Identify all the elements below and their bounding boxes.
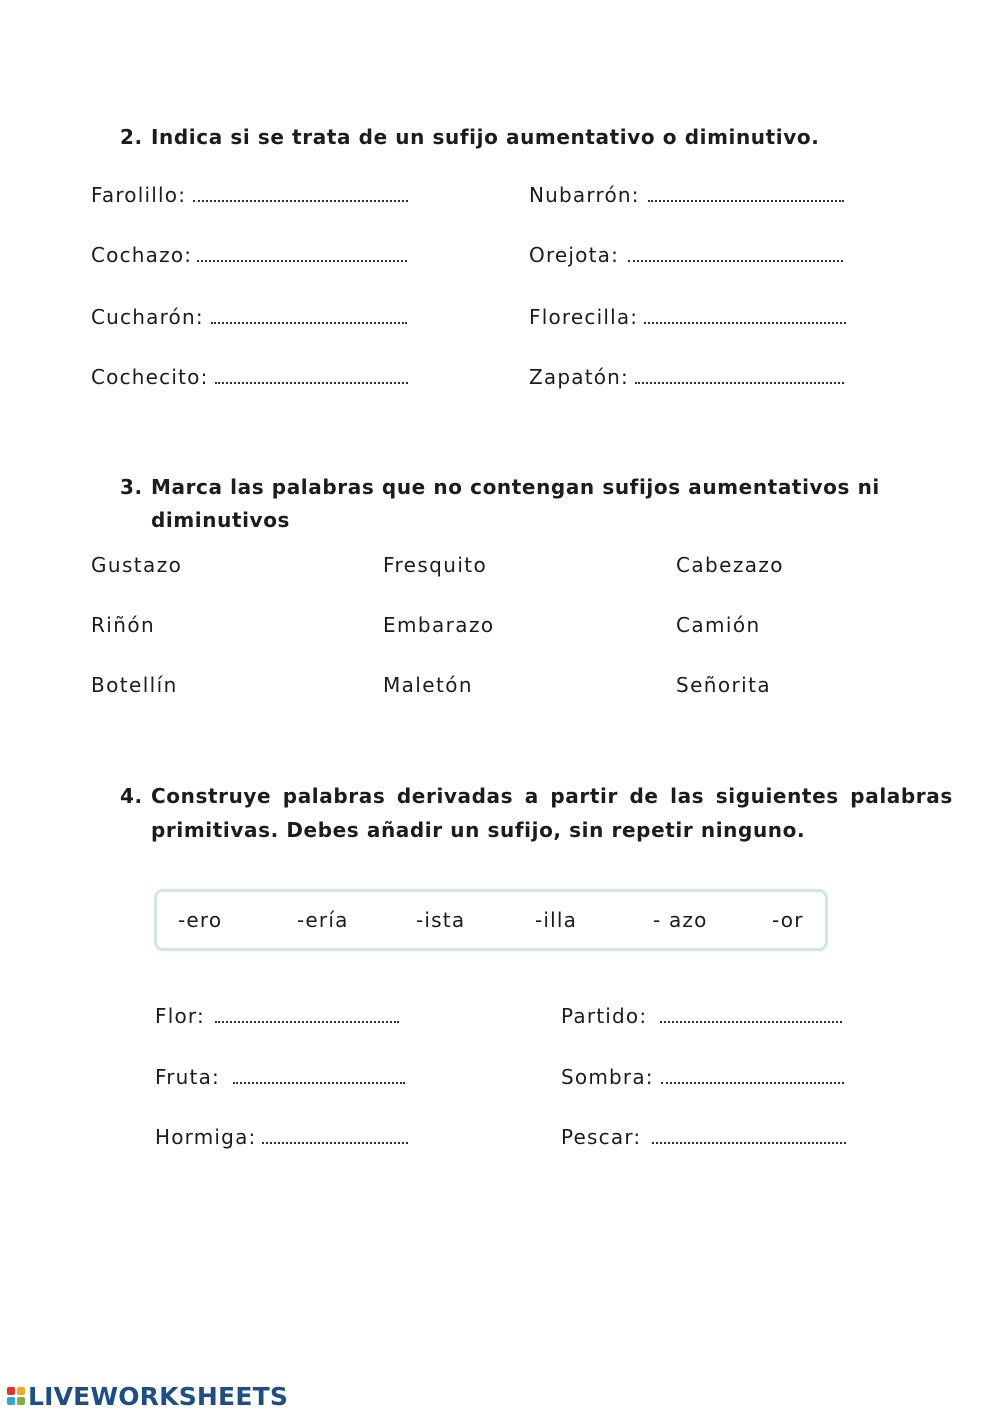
q3-word[interactable]: Camión [676,613,761,637]
q2-answer-blank[interactable] [215,382,408,384]
q3-word[interactable]: Cabezazo [676,553,784,577]
q4-answer-blank[interactable] [262,1142,408,1144]
suffix-chip: -illa [535,908,578,932]
suffix-chip: -or [772,908,804,932]
q2-answer-blank[interactable] [628,260,843,262]
q3-word[interactable]: Gustazo [91,553,183,577]
q2-item-label: Farolillo: [91,183,187,207]
q4-number: 4. [120,784,143,808]
q3-title-line1: Marca las palabras que no contengan sufijos aumentativos ni [151,475,880,499]
q4-answer-blank[interactable] [233,1082,405,1084]
q2-item-label: Cochecito: [91,365,209,389]
q3-word[interactable]: Fresquito [383,553,488,577]
q4-item-label: Sombra: [561,1065,654,1089]
q4-answer-blank[interactable] [660,1021,842,1023]
q3-word[interactable]: Botellín [91,673,178,697]
q4-title-line2: primitivas. Debes añadir un sufijo, sin repetir ninguno. [151,818,806,842]
suffix-chip: - azo [653,908,708,932]
q3-heading [0,475,1000,505]
q4-heading [0,784,1000,814]
q4-answer-blank[interactable] [215,1021,399,1023]
q2-answer-blank[interactable] [211,322,407,324]
q2-item-label: Nubarrón: [529,183,640,207]
q3-number: 3. [120,475,143,499]
q4-item-label: Hormiga: [155,1125,257,1149]
q4-item-label: Flor: [155,1004,205,1028]
liveworksheets-logo [7,1381,288,1411]
q2-item-label: Florecilla: [529,305,639,329]
q2-item-label: Orejota: [529,243,620,267]
q2-answer-blank[interactable] [193,200,408,202]
q3-title-line2: diminutivos [151,508,291,532]
q2-number: 2. [120,125,143,149]
q2-title: Indica si se trata de un sufijo aumentativo o diminutivo. [151,125,820,149]
q2-item-label: Cucharón: [91,305,204,329]
q3-word[interactable]: Señorita [676,673,771,697]
brand-name: LIVEWORKSHEETS [28,1381,289,1411]
q3-word[interactable]: Maletón [383,673,473,697]
suffix-chip: -ista [416,908,466,932]
q4-item-label: Partido: [561,1004,648,1028]
q2-answer-blank[interactable] [635,382,844,384]
q4-answer-blank[interactable] [652,1142,846,1144]
q2-item-label: Zapatón: [529,365,630,389]
q2-answer-blank[interactable] [197,260,407,262]
suffix-chip: -ería [297,908,349,932]
q2-heading [0,125,1000,155]
q4-item-label: Fruta: [155,1065,220,1089]
q3-word[interactable]: Riñón [91,613,156,637]
q2-answer-blank[interactable] [648,200,844,202]
suffix-box [154,889,828,951]
q3-word[interactable]: Embarazo [383,613,495,637]
q4-title-line1: Construye palabras derivadas a partir de las siguientes palabras [151,784,953,808]
logo-grid-icon [7,1387,25,1405]
q4-answer-blank[interactable] [661,1082,844,1084]
q2-item-label: Cochazo: [91,243,193,267]
suffix-chip: -ero [178,908,223,932]
q4-item-label: Pescar: [561,1125,642,1149]
q2-answer-blank[interactable] [644,322,846,324]
